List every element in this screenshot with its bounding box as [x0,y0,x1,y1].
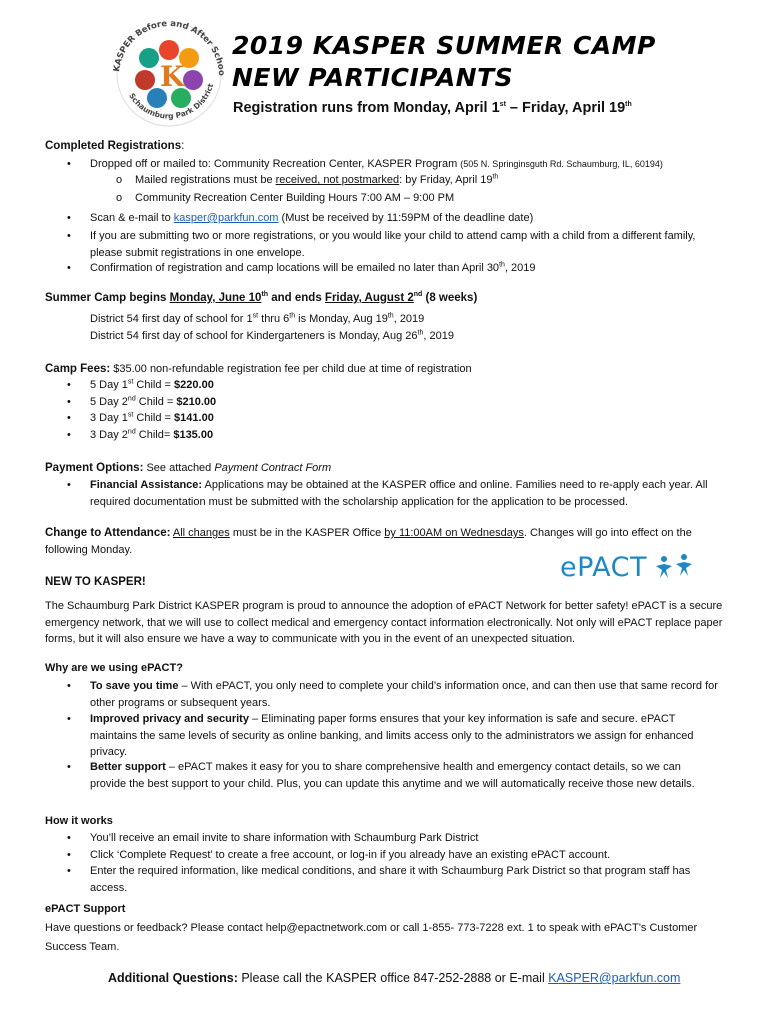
why-item: • To save you time – With ePACT, you only need to complete your child’s information once, and can then use that same record for other programs or subsequent years. [90,678,720,711]
completed-heading: Completed Registrations: [45,140,185,152]
new-to-kasper-heading: NEW TO KASPER! [45,576,146,588]
page-title-line1: 2019 KASPER SUMMER CAMP [232,31,656,60]
district-first-day-2: District 54 first day of school for Kindergarteners is Monday, Aug 26th, 2019 [90,329,454,342]
logo-ring-top: KASPER Before and After Schoo [112,18,227,77]
camp-fees: Camp Fees: $35.00 non-refundable registration fee per child due at time of registration [45,363,472,375]
page-title-line2: NEW PARTICIPANTS [232,63,514,92]
epact-support-heading: ePACT Support [45,903,126,915]
kasper-footer-email-link[interactable]: KASPER@parkfun.com [548,971,681,985]
additional-questions: Additional Questions: Please call the KASPER office 847-252-2888 or E-mail KASPER@parkfun.com [108,971,681,985]
completed-bullet-3: • If you are submitting two or more registrations, or you would like your child to attend camp with a child from a different family, please submit registrations in one envelope. [90,228,720,261]
district-first-day-1: District 54 first day of school for 1st thru 6th is Monday, Aug 19th, 2019 [90,312,425,325]
how-item: • Click ‘Complete Request’ to create a free account, or log-in if you already have an existing ePACT account. [90,847,610,864]
change-attendance: Change to Attendance: All changes must be in the KASPER Office by 11:00AM on Wednesdays. Changes will go into effect on the following Monday. [45,527,692,556]
fee-item: • 5 Day 2nd Child = $210.00 [90,394,216,411]
epact-support-text: Have questions or feedback? Please contact help@epactnetwork.com or call 1-855- 773-7228 ext. 1 to speak with ePACT’s Customer Success Team. [45,922,698,953]
fee-item: • 3 Day 1st Child = $141.00 [90,410,214,427]
completed-sub-2: o Community Recreation Center Building Hours 7:00 AM – 9:00 PM [135,190,454,207]
financial-assistance: • Financial Assistance: Applications may be obtained at the KASPER office and online. Families need to re-apply each year. All required documentation must be submitted with the scholarship application for the application to be processed. [90,477,715,510]
logo-letter: K [160,60,185,93]
fee-item: • 5 Day 1st Child = $220.00 [90,377,214,394]
how-it-works-heading: How it works [45,815,113,827]
people-icon [650,552,698,582]
completed-bullet-4: • Confirmation of registration and camp locations will be emailed no later than April 30th, 2019 [90,260,536,277]
new-to-kasper-paragraph: The Schaumburg Park District KASPER program is proud to announce the adoption of ePACT Network for better safety! ePACT is a secure emergency network, that we will use to collect medical and emergency contact information electronically. Not only will ePACT replace paper forms, but it will also ensure we have a way to communicate with you in the event of an unexpected situation. [45,600,723,645]
kasper-logo [105,14,233,128]
completed-sub-1: o Mailed registrations must be received, not postmarked: by Friday, April 19th [135,172,498,189]
why-epact-heading: Why are we using ePACT? [45,662,183,674]
why-item: • Improved privacy and security – Eliminating paper forms ensures that your key information is safe and secure. ePACT maintains the same levels of security as online banking, and limits access only to the administrators we assign for enhanced privacy. [90,711,725,761]
logo-ring-bottom: Schaumburg Park District [127,82,216,121]
completed-bullet-1: • Dropped off or mailed to: Community Recreation Center, KASPER Program (505 N. Springinsguth Rd. Schaumburg, IL, 60194) [90,156,663,173]
why-item: • Better support – ePACT makes it easy for you to share comprehensive health and emergency contact details, so we can provide the best support to your child. Plus, you can update this anytime and we will automatically receive those new details. [90,759,710,792]
registration-dates: Registration runs from Monday, April 1st – Friday, April 19th [233,100,632,116]
completed-bullet-2: • Scan & e-mail to kasper@parkfun.com (Must be received by 11:59PM of the deadline date) [90,210,533,227]
kasper-email-link[interactable]: kasper@parkfun.com [173,212,279,224]
how-item: • You’ll receive an email invite to share information with Schaumburg Park District [90,830,478,847]
summer-camp-dates: Summer Camp begins Monday, June 10th and ends Friday, August 2nd (8 weeks) [45,291,478,304]
fee-item: • 3 Day 2nd Child= $135.00 [90,427,213,444]
how-item: • Enter the required information, like medical conditions, and share it with Schaumburg Park District so that program staff has access. [90,863,720,896]
payment-options: Payment Options: See attached Payment Contract Form [45,462,332,474]
epact-logo: ePACT [560,552,700,586]
